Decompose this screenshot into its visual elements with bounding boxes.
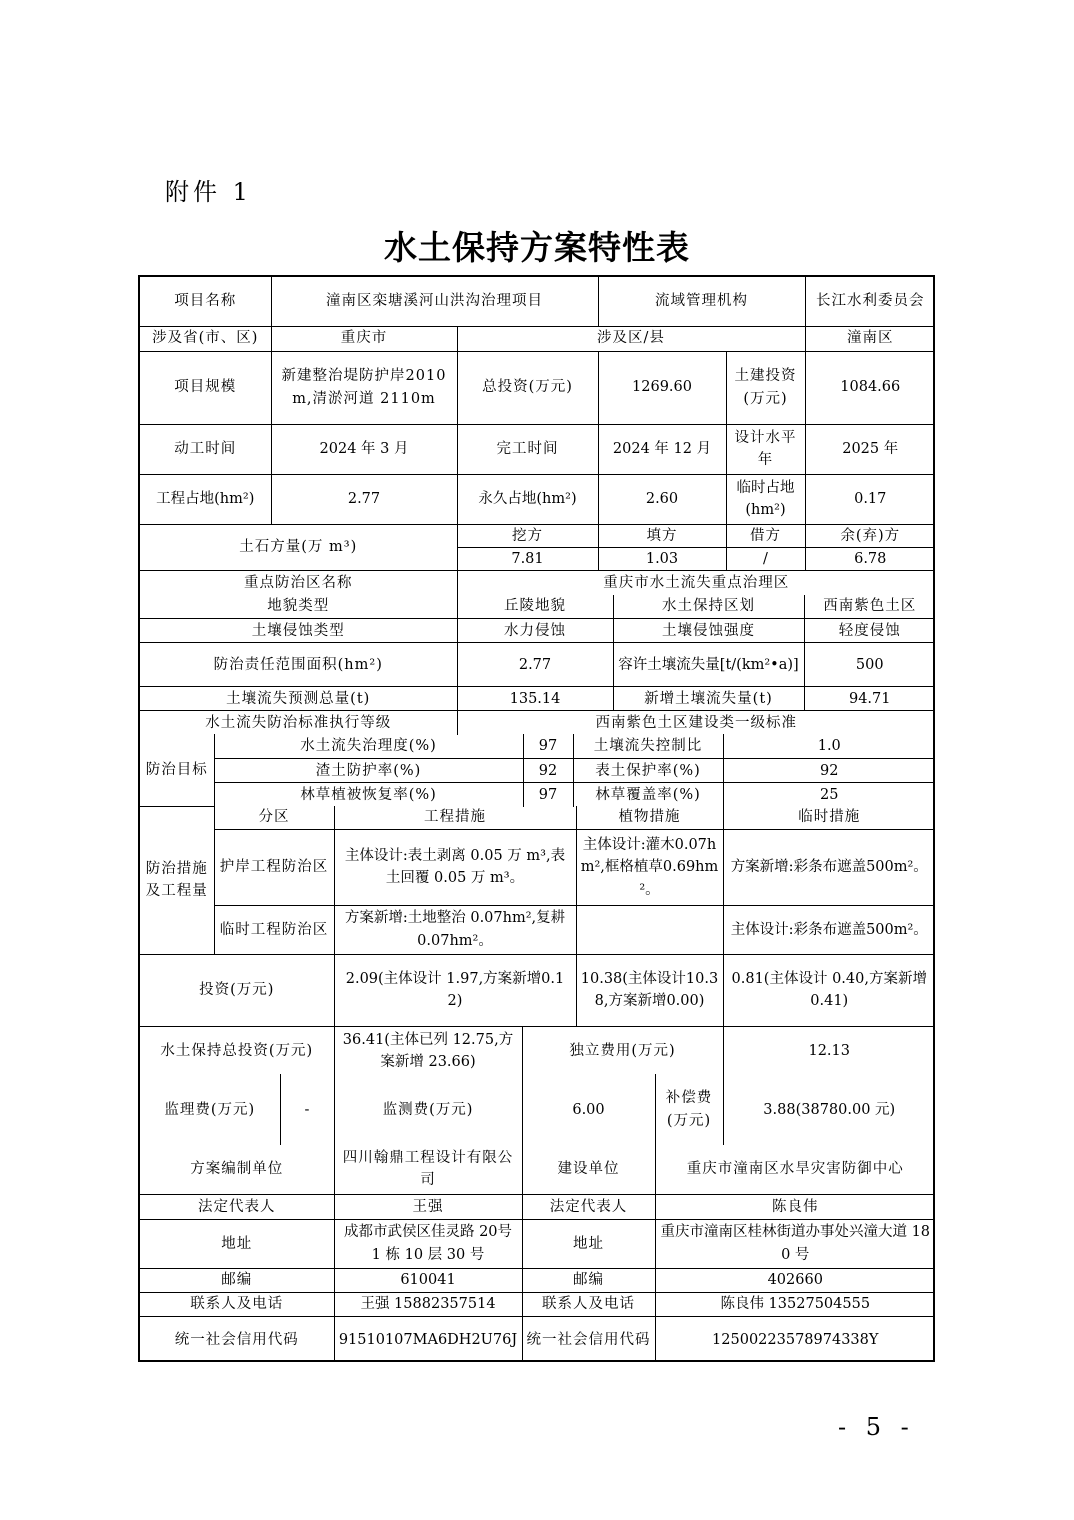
cell-label: 地貌类型 [140, 595, 457, 619]
cell-label: 设计水平年 [726, 424, 805, 474]
cell-header: 植物措施 [576, 806, 723, 829]
cell-value: 12.13 [723, 1026, 935, 1075]
table-row [140, 806, 935, 829]
table-row [140, 1316, 935, 1362]
target-value: 25 [723, 783, 935, 807]
cell-value: 2.77 [457, 643, 613, 687]
table-row [140, 1144, 935, 1194]
cell-label: 投资(万元) [140, 954, 334, 1026]
cell-label: 工程占地(hm²) [140, 474, 271, 524]
table-row [140, 1219, 935, 1268]
target-name: 土壤流失控制比 [573, 734, 723, 759]
cell-label: 联系人及电话 [522, 1292, 655, 1316]
page-number: - 5 - [838, 1413, 915, 1441]
cell-label: 法定代表人 [140, 1194, 334, 1219]
table-row [140, 687, 935, 711]
cell-value: 潼南区 [805, 326, 935, 351]
measure-plant [576, 905, 723, 954]
target-name: 林草覆盖率(%) [573, 783, 723, 807]
cell-label: 流域管理机构 [598, 277, 805, 326]
table-row [140, 734, 935, 759]
table-row [140, 351, 935, 424]
document-title: 水土保持方案特性表 [384, 228, 690, 267]
cell-header: 余(弃)方 [805, 524, 935, 547]
target-name: 渣土防护率(%) [214, 759, 523, 783]
cell-header: 挖方 [457, 524, 598, 547]
cell-label: 地址 [522, 1219, 655, 1268]
measure-plant: 主体设计:灌木0.07hm²,框格植草0.69hm²。 [576, 829, 723, 905]
table-row [140, 1026, 935, 1075]
cell-label: 补偿费(万元) [655, 1074, 723, 1145]
table-row [140, 619, 935, 643]
cell-value: 3.88(38780.00 元) [723, 1074, 935, 1145]
target-value: 97 [523, 783, 573, 807]
measure-temp: 主体设计:彩条布遮盖500m²。 [723, 905, 935, 954]
table-row [140, 711, 935, 735]
units-table [140, 1144, 935, 1362]
cell-label: 监理费(万元) [140, 1074, 280, 1145]
cell-value: 94.71 [804, 687, 935, 711]
cell-header: 填方 [598, 524, 726, 547]
cell-label: 永久占地(hm²) [457, 474, 598, 524]
cell-value: 长江水利委员会 [805, 277, 935, 326]
fees-table [140, 1074, 935, 1145]
cell-value: 轻度侵蚀 [804, 619, 935, 643]
cell-label: 建设单位 [522, 1144, 655, 1194]
table-row [140, 424, 935, 474]
cell-label: 项目规模 [140, 351, 271, 424]
cell-value: 陈良伟 [655, 1194, 935, 1219]
cell-label: 总投资(万元) [457, 351, 598, 424]
cell-label: 项目名称 [140, 277, 271, 326]
target-value: 92 [723, 759, 935, 783]
cell-label: 地址 [140, 1219, 334, 1268]
project-info-table [140, 277, 935, 596]
table-row [140, 474, 935, 524]
cell-value: 1084.66 [805, 351, 935, 424]
characteristics-table [138, 275, 935, 1362]
cell-value: 重庆市水土流失重点治理区 [457, 571, 935, 596]
cell-label: 水土保持总投资(万元) [140, 1026, 334, 1075]
cell-value: 四川翰鼎工程设计有限公司 [334, 1144, 522, 1194]
cell-value: 12500223578974338Y [655, 1316, 935, 1362]
cell-value: 610041 [334, 1268, 522, 1292]
targets-label: 防治目标 [140, 734, 214, 807]
cell-label: 防治责任范围面积(hm²) [140, 643, 457, 687]
cell-value: 新建整治堤防护岸2010m,清淤河道 2110m [271, 351, 457, 424]
cell-value: 西南紫色土区 [804, 595, 935, 619]
cell-value: 1269.60 [598, 351, 726, 424]
cell-label: 方案编制单位 [140, 1144, 334, 1194]
cell-value: 135.14 [457, 687, 613, 711]
cell-label: 土壤流失预测总量(t) [140, 687, 457, 711]
cell-value: 1.03 [598, 547, 726, 570]
cell-header: 借方 [726, 524, 805, 547]
cell-value: 王强 [334, 1194, 522, 1219]
measure-zone: 护岸工程防治区 [214, 829, 334, 905]
cell-label: 重点防治区名称 [140, 571, 457, 596]
region-info-table [140, 595, 935, 735]
cell-value: 潼南区栾塘溪河山洪沟治理项目 [271, 277, 598, 326]
measure-eng: 主体设计:表土剥离 0.05 万 m³,表土回覆 0.05 万 m³。 [334, 829, 576, 905]
cell-label: 动工时间 [140, 424, 271, 474]
cell-header: 工程措施 [334, 806, 576, 829]
cell-value: 36.41(主体已列 12.75,方案新增 23.66) [334, 1026, 522, 1075]
cell-value: 2025 年 [805, 424, 935, 474]
table-row [140, 571, 935, 596]
cell-value: / [726, 547, 805, 570]
measure-zone: 临时工程防治区 [214, 905, 334, 954]
target-value: 1.0 [723, 734, 935, 759]
table-row [140, 1074, 935, 1145]
cell-value: 0.81(主体设计 0.40,方案新增 0.41) [723, 954, 935, 1026]
target-value: 97 [523, 734, 573, 759]
table-row [140, 277, 935, 326]
cell-value: 402660 [655, 1268, 935, 1292]
table-row [140, 759, 935, 783]
cell-label: 临时占地(hm²) [726, 474, 805, 524]
table-row [140, 783, 935, 807]
attachment-label: 附件 1 [165, 178, 252, 206]
cell-value: 西南紫色土区建设类一级标准 [457, 711, 935, 735]
cell-value: 王强 15882357514 [334, 1292, 522, 1316]
cell-value: 7.81 [457, 547, 598, 570]
cell-value: 6.78 [805, 547, 935, 570]
table-row [140, 1194, 935, 1219]
table-row [140, 954, 935, 1026]
cell-label: 水土保持区划 [613, 595, 804, 619]
target-name: 水土流失治理度(%) [214, 734, 523, 759]
cell-value: 2024 年 12 月 [598, 424, 726, 474]
cell-label: 容许土壤流失量[t/(km²•a)] [613, 643, 804, 687]
cell-value: 500 [804, 643, 935, 687]
table-row [140, 829, 935, 905]
cell-label: 土建投资(万元) [726, 351, 805, 424]
cell-value: 重庆市潼南区桂林街道办事处兴潼大道 180 号 [655, 1219, 935, 1268]
cell-label: 邮编 [522, 1268, 655, 1292]
cell-label: 统一社会信用代码 [522, 1316, 655, 1362]
cell-header: 临时措施 [723, 806, 935, 829]
table-row [140, 1292, 935, 1316]
cell-label: 独立费用(万元) [522, 1026, 723, 1075]
table-row [140, 643, 935, 687]
table-row [140, 905, 935, 954]
measure-temp: 方案新增:彩条布遮盖500m²。 [723, 829, 935, 905]
measures-table [140, 806, 935, 1075]
target-name: 林草植被恢复率(%) [214, 783, 523, 807]
measures-label: 防治措施及工程量 [140, 806, 214, 954]
target-name: 表土保护率(%) [573, 759, 723, 783]
cell-value: 10.38(主体设计10.38,方案新增0.00) [576, 954, 723, 1026]
cell-value: 0.17 [805, 474, 935, 524]
cell-value: 丘陵地貌 [457, 595, 613, 619]
table-row [140, 326, 935, 351]
table-row [140, 595, 935, 619]
cell-value: 成都市武侯区佳灵路 20号 1 栋 10 层 30 号 [334, 1219, 522, 1268]
cell-value: 2024 年 3 月 [271, 424, 457, 474]
cell-value: 重庆市 [271, 326, 457, 351]
cell-value: 91510107MA6DH2U76J [334, 1316, 522, 1362]
cell-value: 2.60 [598, 474, 726, 524]
cell-label: 涉及区/县 [457, 326, 805, 351]
cell-value: 2.77 [271, 474, 457, 524]
cell-label: 土壤侵蚀强度 [613, 619, 804, 643]
measure-eng: 方案新增:土地整治 0.07hm²,复耕 0.07hm²。 [334, 905, 576, 954]
cell-label: 法定代表人 [522, 1194, 655, 1219]
cell-label: 统一社会信用代码 [140, 1316, 334, 1362]
table-row [140, 524, 935, 547]
cell-label: 水土流失防治标准执行等级 [140, 711, 457, 735]
cell-label: 土石方量(万 m³) [140, 524, 457, 571]
cell-value: 6.00 [522, 1074, 655, 1145]
target-value: 92 [523, 759, 573, 783]
cell-value: - [280, 1074, 334, 1145]
table-row [140, 1268, 935, 1292]
cell-label: 涉及省(市、区) [140, 326, 271, 351]
cell-label: 土壤侵蚀类型 [140, 619, 457, 643]
targets-table [140, 734, 935, 808]
cell-value: 重庆市潼南区水旱灾害防御中心 [655, 1144, 935, 1194]
cell-label: 联系人及电话 [140, 1292, 334, 1316]
cell-value: 2.09(主体设计 1.97,方案新增0.12) [334, 954, 576, 1026]
cell-header: 分区 [214, 806, 334, 829]
cell-value: 水力侵蚀 [457, 619, 613, 643]
cell-value: 陈良伟 13527504555 [655, 1292, 935, 1316]
cell-label: 完工时间 [457, 424, 598, 474]
cell-label: 监测费(万元) [334, 1074, 522, 1145]
cell-label: 邮编 [140, 1268, 334, 1292]
cell-label: 新增土壤流失量(t) [613, 687, 804, 711]
